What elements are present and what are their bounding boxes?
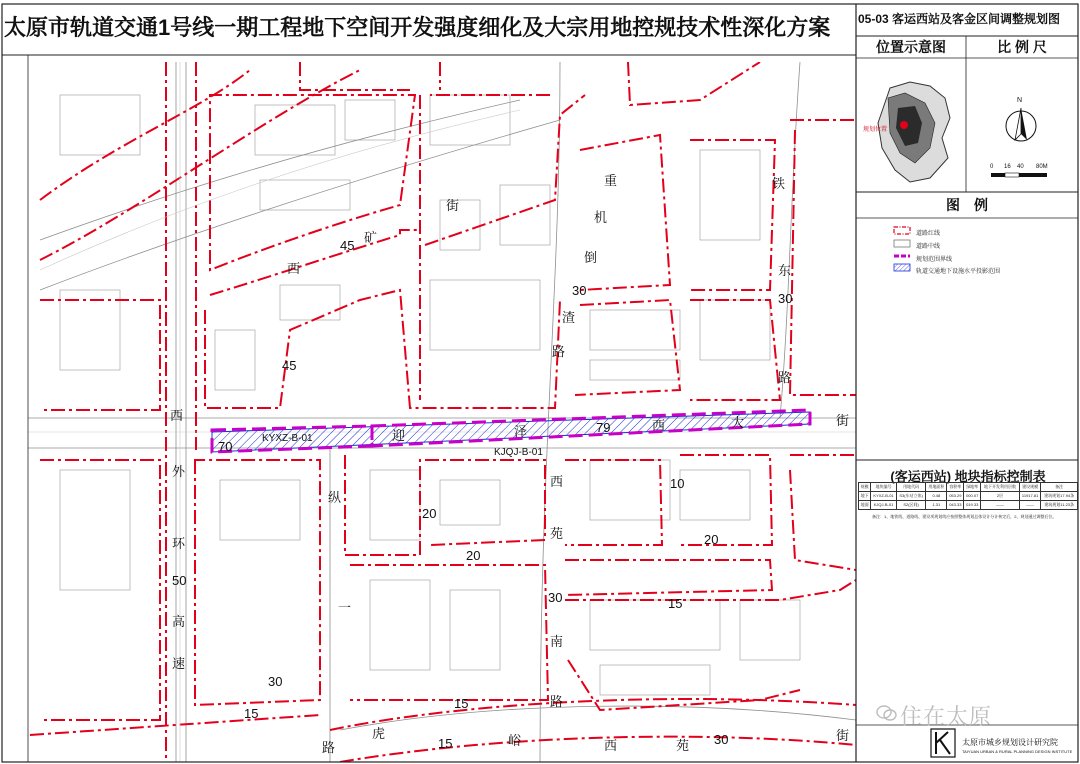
wechat-icon — [876, 704, 898, 722]
scale-tick-label: 16 — [1004, 164, 1011, 170]
road-label-jie-3: 街 — [836, 728, 850, 743]
table-cell: KYXZ-B-01 — [871, 492, 897, 501]
table-row — [859, 501, 1078, 510]
road-label-zong: 纵 — [328, 490, 342, 505]
road-label-yuan-1: 苑 — [550, 526, 564, 541]
road-label-kuang: 矿 — [364, 230, 378, 245]
watermark-text: 住在太原 — [900, 704, 993, 729]
location-map-header: 位置示意图 — [876, 39, 946, 55]
road-label-n30-a: 30 — [572, 283, 587, 298]
legend-swatches — [893, 226, 913, 276]
control-table-note: 备注：1、地铁线、道路线、建设项规划线应按照整体规划总体设计分计核定后，2、规划通过调整后位。 — [872, 514, 1057, 519]
scale-bar-icon — [990, 172, 1050, 180]
road-label-n50: 50 — [172, 573, 187, 588]
road-label-hu: 虎 — [372, 726, 386, 741]
road-label-n15-c: 15 — [454, 696, 469, 711]
table-cell: —— — [981, 501, 1020, 510]
table-cell: 备注 — [1041, 483, 1078, 492]
road-label-dong: 东 — [778, 263, 792, 278]
road-label-jie-1: 街 — [446, 198, 460, 213]
road-label-nan: 南 — [550, 634, 564, 649]
table-cell: 000.07 — [964, 492, 981, 501]
table-cell: 地块编号 — [871, 483, 897, 492]
road-label-ji: 机 — [594, 210, 608, 225]
north-label: N — [1017, 97, 1023, 104]
table-cell: 用地代码 — [896, 483, 925, 492]
road-label-huan: 环 — [172, 536, 186, 551]
road-label-n15-d: 15 — [438, 736, 453, 751]
road-label-yu: 峪 — [508, 733, 522, 748]
road-label-xi-3: 西 — [652, 418, 666, 433]
table-cell: KJQJ-B-01 — [871, 501, 897, 510]
table-cell: 019.33 — [964, 501, 981, 510]
road-label-n30-e: 30 — [714, 732, 729, 747]
table-cell: 0.48 — [926, 492, 947, 501]
scale-tick-label: 40 — [1017, 164, 1024, 170]
road-label-tie: 铁 — [772, 176, 786, 191]
legend-road-red: 道路红线 — [916, 231, 941, 237]
table-cell: 建设规模 — [1019, 483, 1040, 492]
table-cell: 建筑规划11.23条 — [1041, 501, 1078, 510]
road-label-lu-2: 路 — [778, 370, 792, 385]
road-label-dao: 倒 — [584, 250, 598, 265]
scale-tick-label: 0 — [990, 164, 994, 170]
road-label-ying: 迎 — [392, 428, 406, 443]
road-label-xi-4: 西 — [550, 474, 564, 489]
institute-logo-icon — [930, 728, 956, 758]
table-cell: 地下开发利用层数 — [981, 483, 1020, 492]
road-label-n30-b: 30 — [778, 291, 793, 306]
road-label-ze: 泽 — [514, 424, 528, 439]
road-label-yuan-2: 苑 — [676, 738, 690, 753]
road-label-da: 大 — [731, 415, 745, 430]
table-cell: 容积率 — [947, 483, 964, 492]
table-cell: 053.29 — [947, 492, 964, 501]
legend-planning-boundary: 规划范围界线 — [916, 257, 953, 263]
road-label-n79: 79 — [596, 420, 611, 435]
location-marker — [900, 121, 908, 129]
road-label-lu-3: 路 — [550, 694, 564, 709]
table-cell: 规模 — [859, 483, 871, 492]
road-label-gao: 高 — [172, 614, 186, 629]
road-label-lu-1: 路 — [552, 344, 566, 359]
sheet-subtitle: 05-03 客运西站及客金区间调整规划图 — [858, 12, 1061, 26]
table-cell: S2(区间) — [896, 501, 925, 510]
location-marker-label: 规划位置 — [863, 127, 888, 133]
road-label-n45-b: 45 — [282, 358, 297, 373]
road-label-n30-c: 30 — [548, 590, 563, 605]
table-cell: 11917.81 — [1019, 492, 1040, 501]
road-label-zha: 渣 — [562, 310, 576, 325]
table-cell: 绿地率 — [964, 483, 981, 492]
table-header-row — [859, 483, 1078, 492]
control-table-title: (客运西站) 地块指标控制表 — [890, 469, 1046, 484]
road-label-n20-a: 20 — [422, 506, 437, 521]
scale-header: 比 例 尺 — [997, 39, 1047, 55]
table-cell: 1.31 — [926, 501, 947, 510]
table-cell: 地面 — [859, 501, 871, 510]
road-label-n10: 10 — [670, 476, 685, 491]
institute-name: 太原市城乡规划设计研究院 — [962, 738, 1058, 747]
road-label-xi-5: 西 — [604, 738, 618, 753]
parcel-kyxz: KYXZ-B-01 — [262, 433, 313, 444]
road-label-su: 速 — [172, 656, 186, 671]
road-label-n15-b: 15 — [244, 706, 259, 721]
road-label-xi-2: 西 — [170, 408, 184, 423]
legend-header: 图 例 — [946, 197, 988, 213]
sheet-main-title: 太原市轨道交通1号线一期工程地下空间开发强度细化及大宗用地控规技术性深化方案 — [4, 15, 831, 40]
institute-name-en: TAIYUAN URBAN & RURAL PLANNING DESIGN INSTITUTE — [962, 749, 1073, 754]
control-table — [858, 482, 1078, 510]
scale-tick-label: 80M — [1036, 164, 1048, 170]
table-cell: 043.33 — [947, 501, 964, 510]
road-label-n15-a: 15 — [668, 596, 683, 611]
table-cell: 2层 — [981, 492, 1020, 501]
road-label-n30-d: 30 — [268, 674, 283, 689]
road-label-n45-a: 45 — [340, 238, 355, 253]
parcel-kjqj: KJQJ-B-01 — [494, 447, 543, 458]
table-cell: 用地面积 — [926, 483, 947, 492]
road-label-n20-b: 20 — [466, 548, 481, 563]
road-label-zhong: 重 — [604, 173, 618, 188]
road-label-yi: 一 — [338, 600, 352, 615]
road-label-xi-1: 西 — [287, 261, 301, 276]
road-label-lu-4: 路 — [322, 740, 336, 755]
north-arrow-icon — [1004, 106, 1038, 146]
road-label-jie-2: 街 — [836, 413, 850, 428]
legend-rail-footprint: 轨道交通地下设施水平投影范围 — [916, 269, 1001, 275]
table-cell: 地下 — [859, 492, 871, 501]
legend-road-center: 道路中线 — [916, 244, 941, 250]
road-label-n70: 70 — [218, 439, 233, 454]
table-cell: —— — [1019, 501, 1040, 510]
road-label-n20-c: 20 — [704, 532, 719, 547]
table-row — [859, 492, 1078, 501]
road-label-wai: 外 — [172, 464, 186, 479]
table-cell: S3(车站立体) — [896, 492, 925, 501]
table-cell: 建筑规划17.94条 — [1041, 492, 1078, 501]
